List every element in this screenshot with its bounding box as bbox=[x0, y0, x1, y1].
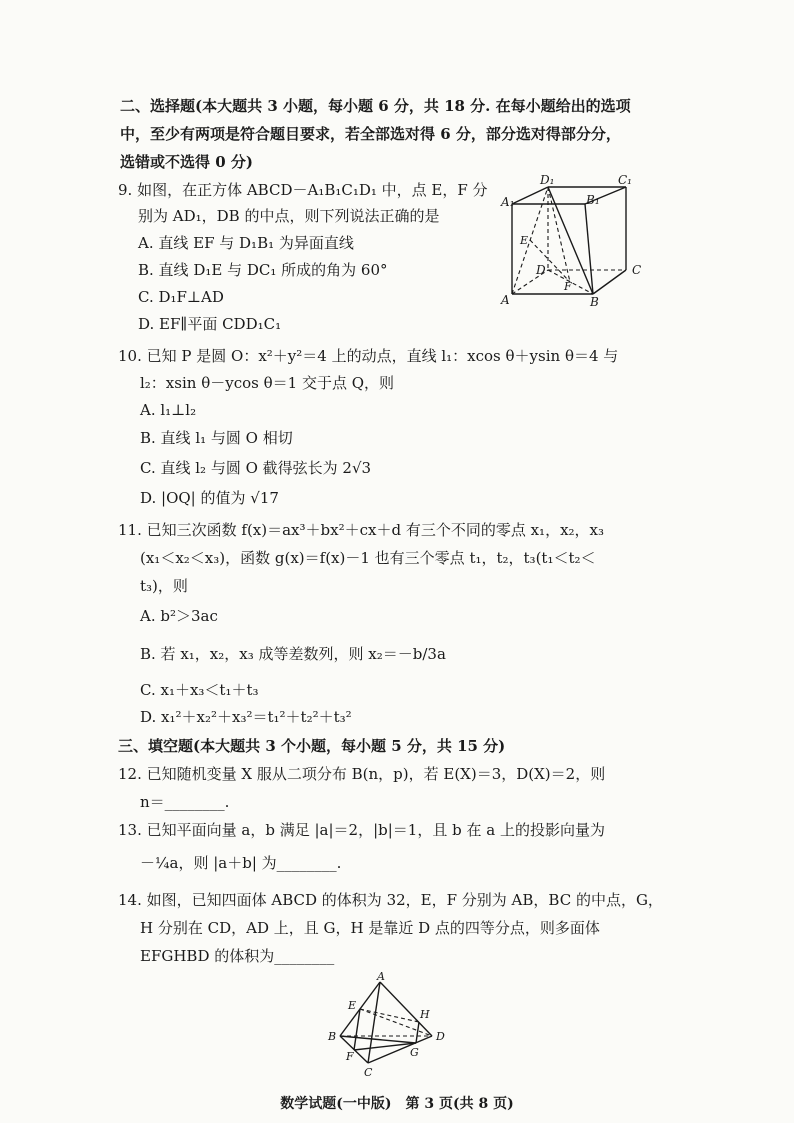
q9-stem-line2: 别为 AD₁，DB 的中点，则下列说法正确的是 bbox=[138, 207, 440, 225]
tetra-label-h: H bbox=[420, 1008, 430, 1021]
q11-option-a: A. b²＞3ac bbox=[140, 607, 218, 625]
q9-stem-line1: 9. 如图，在正方体 ABCD－A₁B₁C₁D₁ 中，点 E，F 分 bbox=[118, 181, 488, 199]
q11-stem-line1: 11. 已知三次函数 f(x)＝ax³＋bx²＋cx＋d 有三个不同的零点 x₁，x₂，x₃ bbox=[118, 521, 605, 539]
q14-stem-line1: 14. 如图，已知四面体 ABCD 的体积为 32，E，F 分别为 AB，BC 的中点，G， bbox=[118, 891, 663, 909]
q10-stem-line1: 10. 已知 P 是圆 O：x²＋y²＝4 上的动点，直线 l₁：xcos θ＋ysin θ＝4 与 bbox=[118, 347, 619, 365]
q12-stem-line2: n＝________. bbox=[140, 793, 230, 811]
section2-header-line2: 中，至少有两项是符合题目要求，若全部选对得 6 分，部分选对得部分分， bbox=[120, 125, 621, 143]
q10-option-a: A. l₁⊥l₂ bbox=[140, 401, 197, 419]
tetra-label-b: B bbox=[328, 1030, 337, 1043]
q9-option-b: B. 直线 D₁E 与 DC₁ 所成的角为 60° bbox=[138, 261, 388, 279]
q9-option-c: C. D₁F⊥AD bbox=[138, 288, 224, 306]
section3-header: 三、填空题(本大题共 3 个小题，每小题 5 分，共 15 分) bbox=[118, 737, 506, 755]
q11-option-c: C. x₁＋x₃＜t₁＋t₃ bbox=[140, 681, 259, 699]
q11-stem-line2: (x₁＜x₂＜x₃)，函数 g(x)＝f(x)－1 也有三个零点 t₁，t₂，t₃(t₁＜t₂＜ bbox=[140, 549, 596, 567]
cube-label-c: C bbox=[632, 263, 642, 277]
q9-option-a: A. 直线 EF 与 D₁B₁ 为异面直线 bbox=[138, 234, 354, 252]
tetra-label-e: E bbox=[348, 999, 357, 1012]
q11-stem-line3: t₃)，则 bbox=[140, 577, 188, 595]
cube-label-b1: B₁ bbox=[586, 193, 600, 207]
section2-header-line3: 选错或不选得 0 分) bbox=[120, 153, 253, 171]
cube-figure bbox=[498, 170, 648, 310]
cube-label-d: D bbox=[536, 263, 546, 277]
q10-option-c: C. 直线 l₂ 与圆 O 截得弦长为 2√3 bbox=[140, 459, 372, 477]
tetra-label-g: G bbox=[410, 1046, 419, 1059]
cube-label-a: A bbox=[501, 293, 510, 307]
cube-label-b: B bbox=[590, 295, 599, 309]
tetra-label-a: A bbox=[377, 970, 385, 983]
q11-option-d: D. x₁²＋x₂²＋x₃²＝t₁²＋t₂²＋t₃² bbox=[140, 708, 352, 726]
q10-option-b: B. 直线 l₁ 与圆 O 相切 bbox=[140, 429, 293, 447]
q14-stem-line3: EFGHBD 的体积为________ bbox=[140, 947, 335, 965]
q13-stem-line1: 13. 已知平面向量 a，b 满足 |a|＝2，|b|＝1，且 b 在 a 上的投影向量为 bbox=[118, 821, 605, 839]
q9-option-d: D. EF∥平面 CDD₁C₁ bbox=[138, 315, 282, 333]
q10-option-d: D. |OQ| 的值为 √17 bbox=[140, 489, 279, 507]
q11-option-b: B. 若 x₁，x₂，x₃ 成等差数列，则 x₂＝－b/3a bbox=[140, 645, 446, 663]
q12-stem-line1: 12. 已知随机变量 X 服从二项分布 B(n，p)，若 E(X)＝3，D(X)＝2，则 bbox=[118, 765, 606, 783]
cube-label-f: F bbox=[564, 280, 572, 293]
tetra-label-c: C bbox=[364, 1066, 373, 1079]
q14-stem-line2: H 分别在 CD，AD 上，且 G，H 是靠近 D 点的四等分点，则多面体 bbox=[140, 919, 600, 937]
page-footer: 数学试题(一中版) 第 3 页(共 8 页) bbox=[280, 1096, 514, 1112]
cube-label-d1: D₁ bbox=[540, 173, 555, 187]
tetra-label-d: D bbox=[436, 1030, 445, 1043]
tetra-label-f: F bbox=[346, 1050, 354, 1063]
cube-label-c1: C₁ bbox=[618, 173, 632, 187]
tetrahedron-figure bbox=[322, 968, 452, 1080]
q10-stem-line2: l₂：xsin θ－ycos θ＝1 交于点 Q，则 bbox=[140, 374, 395, 392]
cube-label-e: E bbox=[520, 234, 529, 247]
cube-label-a1: A₁ bbox=[501, 195, 515, 209]
section2-header-line1: 二、选择题(本大题共 3 小题，每小题 6 分，共 18 分. 在每小题给出的选项 bbox=[120, 97, 631, 115]
q13-stem-line2: －¼a，则 |a＋b| 为________. bbox=[140, 854, 342, 872]
